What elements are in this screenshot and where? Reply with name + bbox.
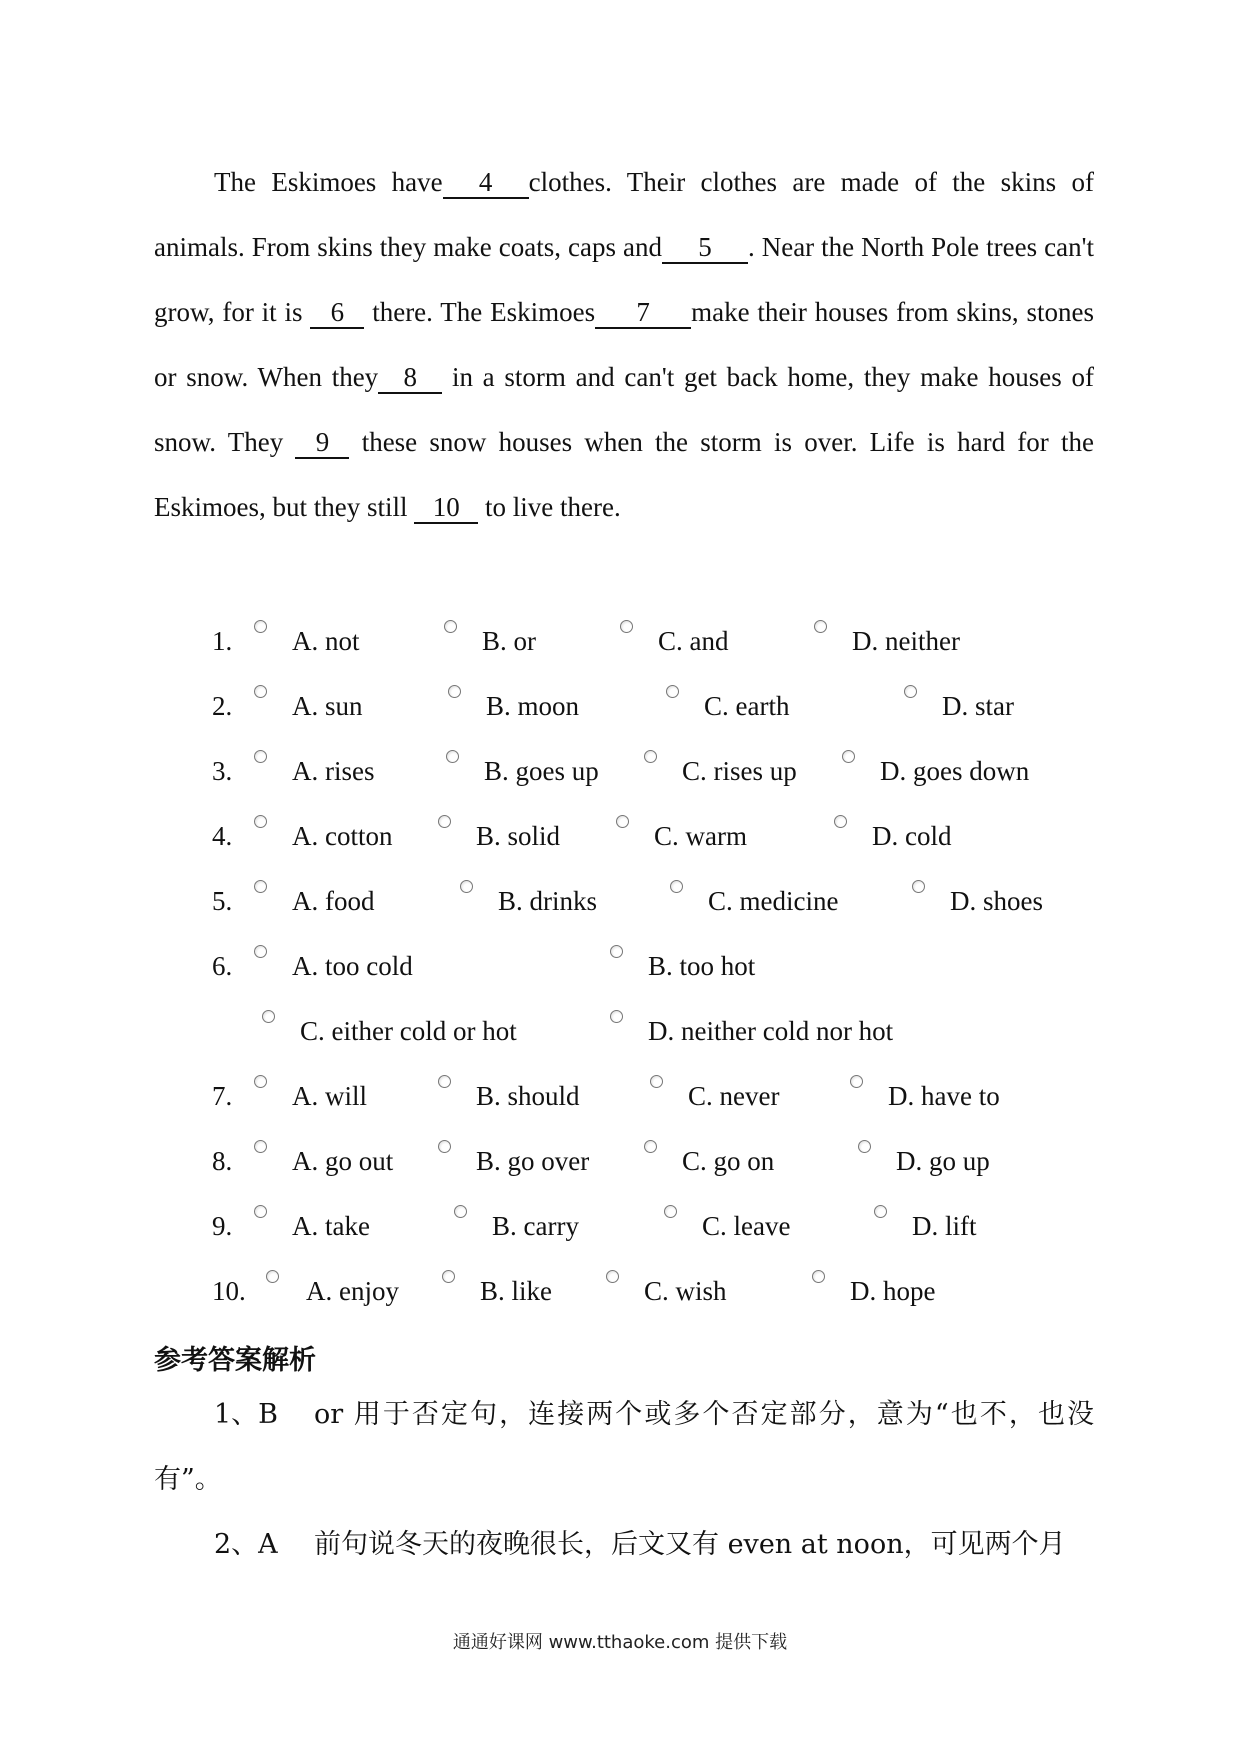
- question-number: 2.: [212, 691, 233, 721]
- radio-button[interactable]: [438, 1075, 451, 1088]
- radio-button[interactable]: [448, 685, 461, 698]
- option-c: C. medicine: [708, 886, 839, 916]
- radio-button[interactable]: [254, 1075, 267, 1088]
- option-a: A. cotton: [292, 821, 393, 851]
- passage-text: The Eskimoes have: [214, 167, 443, 197]
- answer-2: [154, 1512, 1094, 1577]
- radio-button[interactable]: [442, 1270, 455, 1283]
- option-a: A. will: [292, 1081, 368, 1111]
- passage-text: clothes. Their clothes are made of the skins of animals. From skins they make coats, caps and: [154, 167, 1094, 262]
- question-3: [0, 756, 1240, 796]
- answer-key: 1、B: [214, 1399, 279, 1430]
- radio-button[interactable]: [454, 1205, 467, 1218]
- option-c: C. and: [658, 626, 729, 656]
- radio-button[interactable]: [644, 1140, 657, 1153]
- option-c: C. wish: [644, 1276, 727, 1306]
- option-b: B. should: [476, 1081, 580, 1111]
- option-c: C. go on: [682, 1146, 775, 1176]
- option-d: D. hope: [850, 1276, 936, 1306]
- radio-button[interactable]: [664, 1205, 677, 1218]
- radio-button[interactable]: [904, 685, 917, 698]
- radio-button[interactable]: [834, 815, 847, 828]
- answer-explanation: or 用于否定句，连接两个或多个否定部分，意为“也不，也没有”。: [154, 1399, 1094, 1495]
- option-b: B. solid: [476, 821, 561, 851]
- option-c: C. earth: [704, 691, 790, 721]
- question-8: [0, 1146, 1240, 1186]
- question-9: [0, 1211, 1240, 1251]
- passage-text: make their houses from skins, stones or snow. When they: [154, 297, 1095, 392]
- radio-button[interactable]: [254, 815, 267, 828]
- question-6-row-2: [0, 1016, 1240, 1056]
- option-d: D. have to: [888, 1081, 1000, 1111]
- radio-button[interactable]: [812, 1270, 825, 1283]
- question-7: [0, 1081, 1240, 1121]
- question-number: 5.: [212, 886, 233, 916]
- radio-button[interactable]: [444, 620, 457, 633]
- question-6: [0, 951, 1240, 991]
- option-b: B. too hot: [648, 951, 756, 981]
- option-d: D. go up: [896, 1146, 990, 1176]
- option-b: B. drinks: [498, 886, 598, 916]
- option-b: B. like: [480, 1276, 552, 1306]
- radio-button[interactable]: [644, 750, 657, 763]
- radio-button[interactable]: [438, 1140, 451, 1153]
- passage-text: . Near the North Pole trees can't grow, for it is: [154, 232, 1094, 327]
- radio-button[interactable]: [610, 1010, 623, 1023]
- option-c: C. either cold or hot: [300, 1016, 517, 1046]
- option-c: C. rises up: [682, 756, 797, 786]
- passage-text: these snow houses when the storm is over. Life is hard for the Eskimoes, but they still: [154, 427, 1095, 522]
- option-a: A. too cold: [292, 951, 413, 981]
- option-a: A. rises: [292, 756, 375, 786]
- radio-button[interactable]: [616, 815, 629, 828]
- option-a: A. enjoy: [306, 1276, 399, 1306]
- radio-button[interactable]: [610, 945, 623, 958]
- option-b: B. goes up: [484, 756, 599, 786]
- blank-4: 4: [443, 167, 529, 199]
- radio-button[interactable]: [814, 620, 827, 633]
- passage-text: to live there.: [485, 492, 621, 522]
- blank-6: 6: [310, 297, 364, 329]
- answer-key-heading: 参考答案解析: [154, 1345, 316, 1376]
- option-c: C. never: [688, 1081, 780, 1111]
- question-number: 3.: [212, 756, 233, 786]
- question-1: [0, 626, 1240, 666]
- question-number: 9.: [212, 1211, 233, 1241]
- radio-button[interactable]: [650, 1075, 663, 1088]
- blank-8: 8: [378, 362, 442, 394]
- answer-explanation: 前句说冬天的夜晚很长，后文又有 even at noon，可见两个月: [314, 1529, 1066, 1560]
- option-a: A. food: [292, 886, 375, 916]
- option-d: D. cold: [872, 821, 952, 851]
- radio-button[interactable]: [254, 620, 267, 633]
- option-a: A. go out: [292, 1146, 394, 1176]
- radio-button[interactable]: [254, 750, 267, 763]
- question-4: [0, 821, 1240, 861]
- question-number: 4.: [212, 821, 233, 851]
- radio-button[interactable]: [850, 1075, 863, 1088]
- question-number: 7.: [212, 1081, 233, 1111]
- question-5: [0, 886, 1240, 926]
- radio-button[interactable]: [606, 1270, 619, 1283]
- option-a: A. not: [292, 626, 360, 656]
- option-c: C. leave: [702, 1211, 791, 1241]
- option-b: B. or: [482, 626, 536, 656]
- question-number: 8.: [212, 1146, 233, 1176]
- radio-button[interactable]: [254, 1205, 267, 1218]
- blank-10: 10: [414, 492, 478, 524]
- blank-5: 5: [662, 232, 748, 264]
- option-b: B. carry: [492, 1211, 579, 1241]
- radio-button[interactable]: [670, 880, 683, 893]
- option-c: C. warm: [654, 821, 747, 851]
- option-a: A. take: [292, 1211, 370, 1241]
- blank-7: 7: [595, 297, 691, 329]
- option-d: D. star: [942, 691, 1014, 721]
- passage-text: in a storm and can't get back home, they make houses of snow. They: [154, 362, 1095, 457]
- option-b: B. go over: [476, 1146, 590, 1176]
- radio-button[interactable]: [254, 1140, 267, 1153]
- answer-key: 2、A: [214, 1529, 278, 1560]
- answer-1: [154, 1382, 1094, 1512]
- blank-9: 9: [295, 427, 349, 459]
- option-d: D. lift: [912, 1211, 977, 1241]
- question-10: [0, 1276, 1240, 1316]
- radio-button[interactable]: [446, 750, 459, 763]
- radio-button[interactable]: [858, 1140, 871, 1153]
- radio-button[interactable]: [266, 1270, 279, 1283]
- radio-button[interactable]: [874, 1205, 887, 1218]
- radio-button[interactable]: [842, 750, 855, 763]
- passage-text: there. The Eskimoes: [372, 297, 596, 327]
- option-d: D. shoes: [950, 886, 1043, 916]
- radio-button[interactable]: [262, 1010, 275, 1023]
- radio-button[interactable]: [254, 880, 267, 893]
- question-2: [0, 691, 1240, 731]
- option-a: A. sun: [292, 691, 363, 721]
- cloze-passage: [154, 150, 1094, 540]
- radio-button[interactable]: [438, 815, 451, 828]
- page-footer: 通通好课网 www.tthaoke.com 提供下载: [452, 1632, 788, 1653]
- radio-button[interactable]: [912, 880, 925, 893]
- option-b: B. moon: [486, 691, 580, 721]
- radio-button[interactable]: [620, 620, 633, 633]
- question-number: 1.: [212, 626, 233, 656]
- option-d: D. neither cold nor hot: [648, 1016, 894, 1046]
- radio-button[interactable]: [254, 945, 267, 958]
- question-number: 6.: [212, 951, 233, 981]
- radio-button[interactable]: [254, 685, 267, 698]
- question-number: 10.: [212, 1276, 246, 1306]
- radio-button[interactable]: [666, 685, 679, 698]
- radio-button[interactable]: [460, 880, 473, 893]
- option-d: D. goes down: [880, 756, 1030, 786]
- option-d: D. neither: [852, 626, 960, 656]
